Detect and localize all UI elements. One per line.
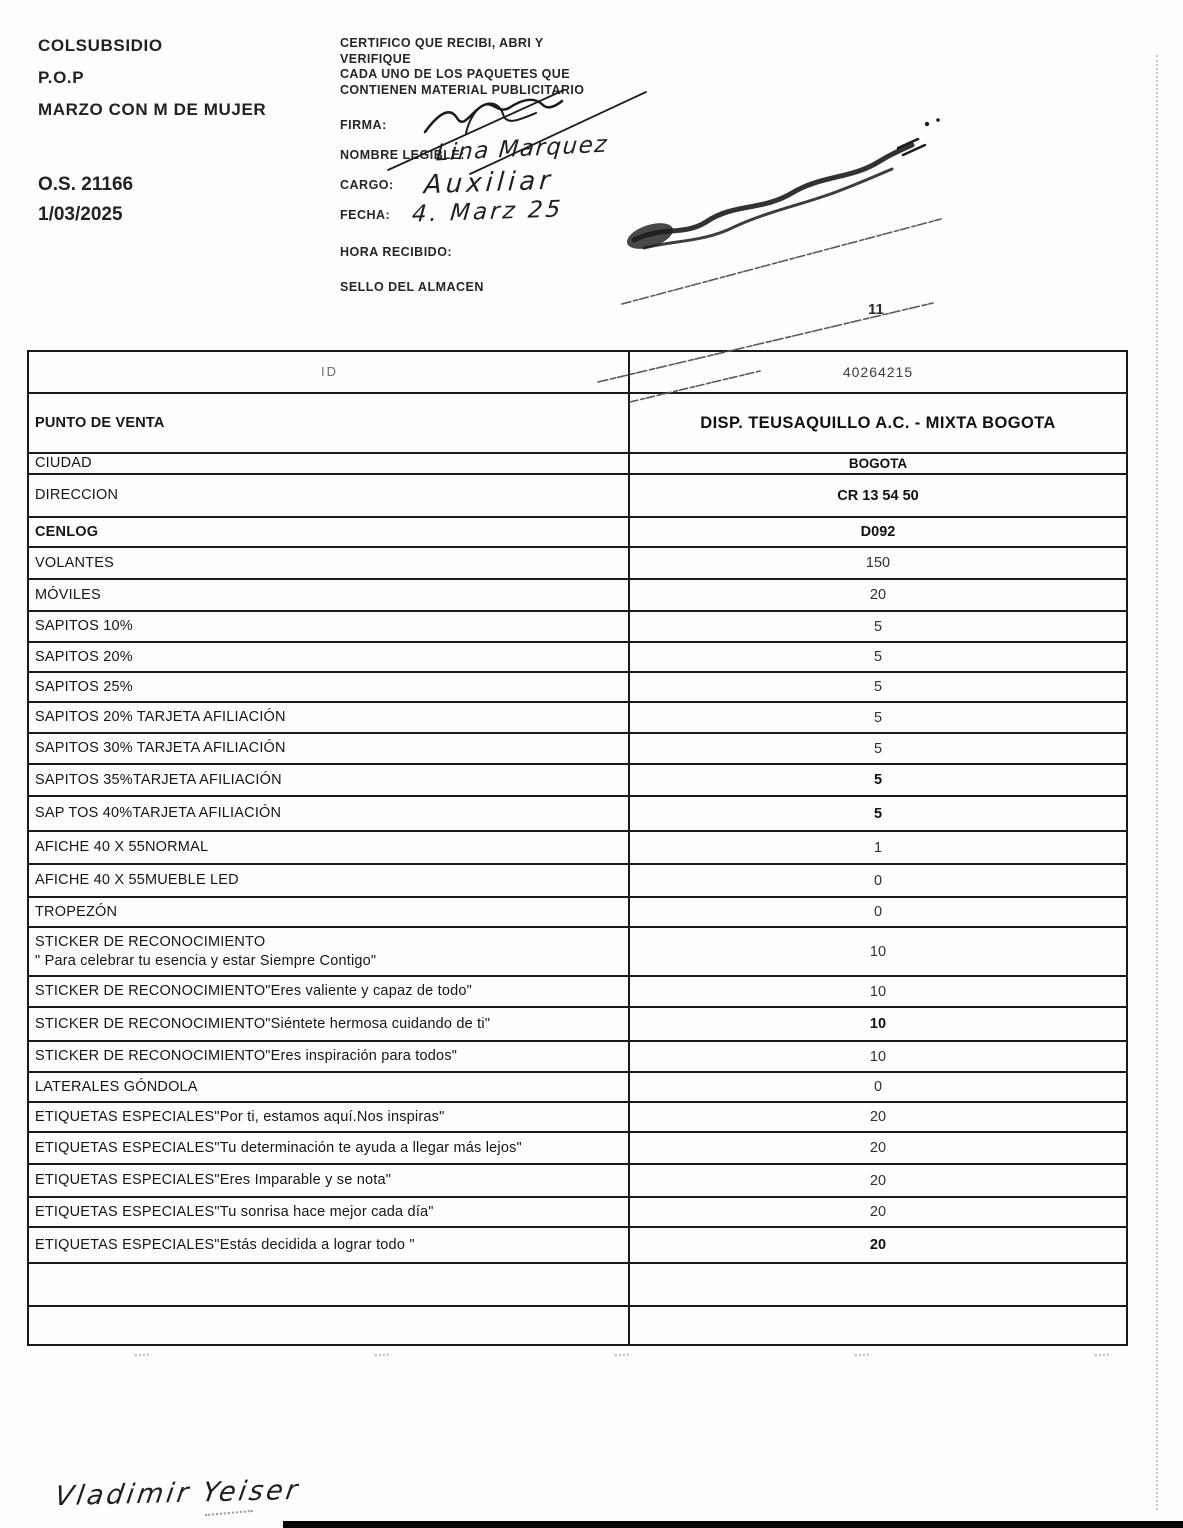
table-row xyxy=(29,977,1126,1008)
delivery-table xyxy=(27,350,1128,1346)
table-row xyxy=(29,1073,1126,1103)
row-label: SAPITOS 25% xyxy=(29,673,630,701)
row-value: 40264215 xyxy=(842,364,914,380)
ink-dot xyxy=(936,118,940,122)
row-value: 10 xyxy=(869,1048,887,1065)
scan-edge-artifact xyxy=(1156,55,1158,1510)
row-value: 20 xyxy=(869,1237,887,1253)
row-value: 5 xyxy=(873,679,883,695)
order-date: 1/03/2025 xyxy=(38,204,123,225)
big-scrawl-secondary xyxy=(644,169,892,248)
table-row xyxy=(29,1103,1126,1133)
row-value xyxy=(630,1307,1126,1344)
table-row xyxy=(29,1165,1126,1198)
scan-smudge xyxy=(375,1354,389,1362)
row-label: VOLANTES xyxy=(29,548,630,578)
row-value: 150 xyxy=(865,555,891,571)
ink-dot xyxy=(925,122,929,126)
row-label: STICKER DE RECONOCIMIENTO"Siéntete hermosa cuidando de ti" xyxy=(29,1008,630,1040)
table-row xyxy=(29,548,1126,580)
handwritten-fecha: 4. Marz 25 xyxy=(410,196,565,228)
table-row xyxy=(29,673,1126,703)
table-row xyxy=(29,703,1126,734)
row-value: DISP. TEUSAQUILLO A.C. - MIXTA BOGOTA xyxy=(700,413,1056,432)
company-header xyxy=(38,30,266,126)
row-label: SAP TOS 40%TARJETA AFILIACIÓN xyxy=(29,797,630,830)
page-mark: 11 xyxy=(868,301,884,318)
row-value: 5 xyxy=(873,709,883,726)
statement-line: VERIFIQUE xyxy=(340,51,411,66)
handwritten-cargo: Auxiliar xyxy=(422,165,555,201)
hora-label: HORA RECIBIDO: xyxy=(340,245,453,259)
row-label: ETIQUETAS ESPECIALES"Tu sonrisa hace mejor cada día" xyxy=(29,1198,630,1226)
nombre-label: NOMBRE LEGIBLE: xyxy=(340,148,465,162)
cargo-label: CARGO: xyxy=(340,178,394,192)
row-value: 10 xyxy=(869,1016,887,1032)
row-label: SAPITOS 30% TARJETA AFILIACIÓN xyxy=(29,734,630,763)
statement-line: CERTIFICO QUE RECIBI, ABRI Y xyxy=(340,36,544,50)
fecha-label: FECHA: xyxy=(340,208,391,222)
row-label: CIUDAD xyxy=(29,454,630,473)
scan-smudge xyxy=(615,1354,629,1362)
row-label: AFICHE 40 X 55NORMAL xyxy=(29,832,630,863)
table-row xyxy=(29,454,1126,475)
row-label: STICKER DE RECONOCIMIENTO"Eres inspiración para todos" xyxy=(29,1042,630,1071)
row-value: 5 xyxy=(873,649,883,665)
row-label: ETIQUETAS ESPECIALES"Por ti, estamos aquí.Nos inspiras" xyxy=(29,1103,630,1131)
table-row xyxy=(29,394,1126,454)
handwritten-name: Vladimir Yeiser xyxy=(52,1474,303,1513)
row-value xyxy=(630,1264,1126,1305)
row-label: PUNTO DE VENTA xyxy=(29,394,630,452)
row-label: DIRECCION xyxy=(29,475,630,516)
table-row xyxy=(29,1008,1126,1042)
ink-blob xyxy=(624,218,676,254)
scrawl-tail xyxy=(898,139,925,155)
certification-statement xyxy=(340,36,670,98)
row-label: STICKER DE RECONOCIMIENTO " Para celebrar tu esencia y estar Siempre Contigo" xyxy=(29,928,630,975)
big-scrawl-main xyxy=(634,145,912,240)
signature-scribble xyxy=(425,100,562,132)
scan-smudge xyxy=(1095,1354,1109,1362)
row-label: SAPITOS 10% xyxy=(29,612,630,641)
thin-pen-line-1 xyxy=(622,219,941,304)
table-row xyxy=(29,475,1126,518)
row-label xyxy=(29,1264,630,1305)
row-value: 0 xyxy=(873,1079,883,1095)
row-value: CR 13 54 50 xyxy=(837,487,919,504)
scan-smudge xyxy=(135,1354,149,1362)
scan-smudge xyxy=(855,1354,869,1362)
table-row xyxy=(29,1307,1126,1344)
table-row xyxy=(29,580,1126,612)
table-row xyxy=(29,1264,1126,1307)
table-row xyxy=(29,1042,1126,1073)
row-value: 20 xyxy=(869,1140,887,1156)
table-row xyxy=(29,1133,1126,1165)
table-row xyxy=(29,734,1126,765)
signature-loop xyxy=(466,103,536,133)
table-row xyxy=(29,865,1126,898)
row-label: ETIQUETAS ESPECIALES"Tu determinación te ayuda a llegar más lejos" xyxy=(29,1133,630,1163)
row-value: BOGOTA xyxy=(848,456,908,471)
order-block xyxy=(38,170,133,230)
table-row xyxy=(29,928,1126,977)
handwritten-nombre: Lina Marquez xyxy=(434,131,610,167)
order-number: O.S. 21166 xyxy=(38,174,134,195)
row-label: ETIQUETAS ESPECIALES"Estás decidida a lograr todo " xyxy=(29,1228,630,1262)
row-label: STICKER DE RECONOCIMIENTO"Eres valiente y capaz de todo" xyxy=(29,977,630,1006)
table-row xyxy=(29,518,1126,548)
scan-smudge xyxy=(205,1510,253,1520)
row-value: 20 xyxy=(869,1172,887,1189)
table-row xyxy=(29,765,1126,797)
row-value: 10 xyxy=(869,983,887,1000)
row-value: 20 xyxy=(869,587,887,603)
table-row xyxy=(29,352,1126,394)
row-label: SAPITOS 35%TARJETA AFILIACIÓN xyxy=(29,765,630,795)
row-value: 20 xyxy=(869,1109,887,1125)
sello-label: SELLO DEL ALMACEN xyxy=(340,280,484,294)
row-label: TROPEZÓN xyxy=(29,898,630,926)
row-value: 0 xyxy=(873,904,883,920)
row-label xyxy=(29,1307,630,1344)
scan-edge-bar xyxy=(283,1521,1183,1528)
statement-line: CONTIENEN MATERIAL PUBLICITARIO xyxy=(340,82,585,97)
row-label: LATERALES GÓNDOLA xyxy=(29,1073,630,1101)
row-value: 5 xyxy=(873,805,883,822)
table-row xyxy=(29,612,1126,643)
row-value: D092 xyxy=(860,524,896,540)
row-label: CENLOG xyxy=(29,518,630,546)
table-row xyxy=(29,1198,1126,1228)
firma-label: FIRMA: xyxy=(340,118,387,132)
table-row xyxy=(29,1228,1126,1264)
campaign-name: MARZO CON M DE MUJER xyxy=(38,100,267,119)
row-value: 5 xyxy=(873,740,883,757)
company-name: COLSUBSIDIO xyxy=(38,36,163,55)
row-value: 10 xyxy=(869,943,887,960)
table-row xyxy=(29,832,1126,865)
row-label: ID xyxy=(29,352,630,392)
statement-line: CADA UNO DE LOS PAQUETES QUE xyxy=(340,67,570,81)
row-value: 5 xyxy=(873,618,883,635)
campaign-type: P.O.P xyxy=(38,68,85,87)
table-row xyxy=(29,797,1126,832)
table-row xyxy=(29,898,1126,928)
row-value: 5 xyxy=(873,772,883,788)
row-value: 1 xyxy=(873,839,883,856)
table-row xyxy=(29,643,1126,673)
row-value: 20 xyxy=(869,1204,887,1220)
row-value: 0 xyxy=(873,872,883,889)
row-label: SAPITOS 20% TARJETA AFILIACIÓN xyxy=(29,703,630,732)
row-label: MÓVILES xyxy=(29,580,630,610)
row-label: SAPITOS 20% xyxy=(29,643,630,671)
row-label: AFICHE 40 X 55MUEBLE LED xyxy=(29,865,630,896)
row-label: ETIQUETAS ESPECIALES"Eres Imparable y se nota" xyxy=(29,1165,630,1196)
